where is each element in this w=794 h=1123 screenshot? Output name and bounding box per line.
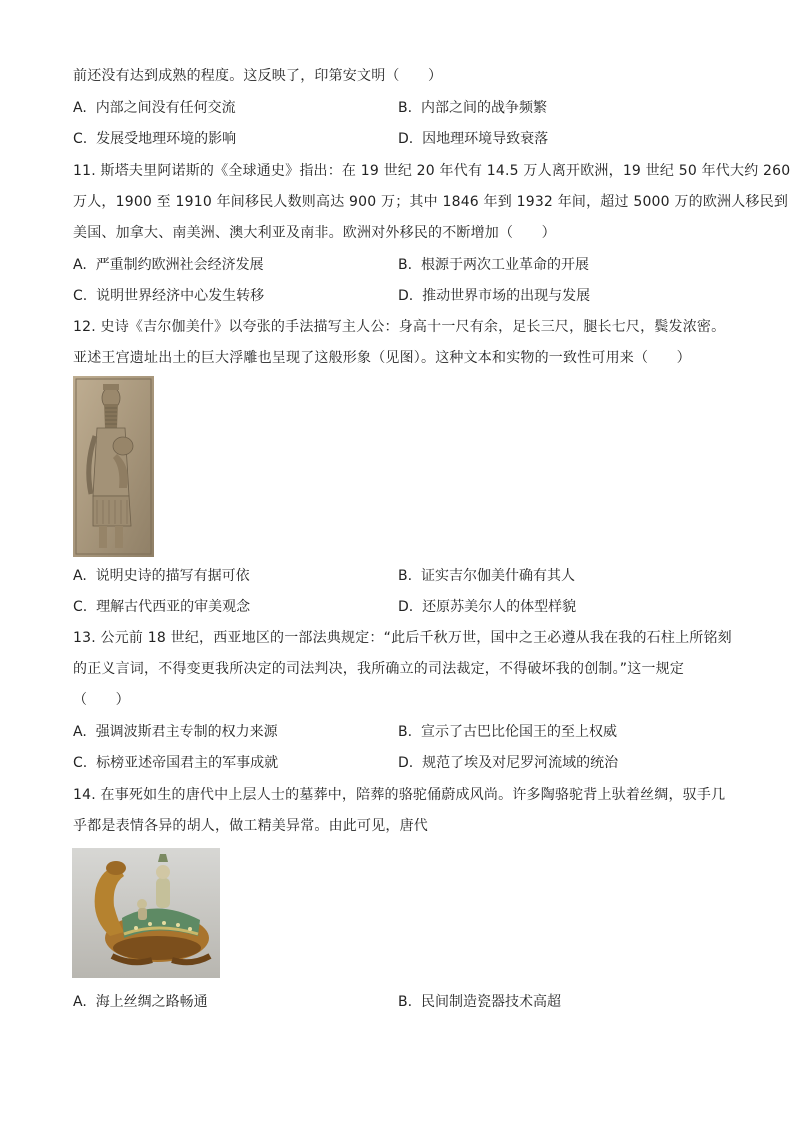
gilgamesh-relief-image bbox=[73, 376, 154, 557]
camel-illustration bbox=[72, 848, 220, 978]
tang-camel-figurine-image bbox=[72, 848, 220, 978]
q13-option-d[interactable]: D. 规范了埃及对尼罗河流域的统治 bbox=[398, 755, 619, 771]
q13-option-b[interactable]: B. 宣示了古巴比伦国王的至上权威 bbox=[398, 724, 617, 740]
q11-option-c[interactable]: C. 说明世界经济中心发生转移 bbox=[73, 288, 265, 304]
q13-stem-line-3: （ ） bbox=[73, 692, 130, 708]
q11-stem-line-1: 11. 斯塔夫里阿诺斯的《全球通史》指出：在 19 世纪 20 年代有 14.5 万人离开欧洲，19 世纪 50 年代大约 260 bbox=[73, 163, 791, 179]
q10-option-c[interactable]: C. 发展受地理环境的影响 bbox=[73, 131, 237, 147]
relief-illustration bbox=[73, 376, 154, 557]
q14-stem-line-2: 乎都是表情各异的胡人，做工精美异常。由此可见，唐代 bbox=[73, 818, 428, 834]
q12-stem-line-1: 12. 史诗《吉尔伽美什》以夸张的手法描写主人公：身高十一尺有余，足长三尺，腿长七尺，鬓发浓密。 bbox=[73, 319, 726, 335]
q13-option-a[interactable]: A. 强调波斯君主专制的权力来源 bbox=[73, 724, 278, 740]
q12-option-c[interactable]: C. 理解古代西亚的审美观念 bbox=[73, 599, 251, 615]
q13-stem-line-1: 13. 公元前 18 世纪，西亚地区的一部法典规定：“此后千秋万世，国中之王必遵从我在我的石柱上所铭刻 bbox=[73, 630, 732, 646]
q11-option-a[interactable]: A. 严重制约欧洲社会经济发展 bbox=[73, 257, 264, 273]
q10-option-d[interactable]: D. 因地理环境导致衰落 bbox=[398, 131, 549, 147]
q10-option-b[interactable]: B. 内部之间的战争频繁 bbox=[398, 100, 547, 116]
q12-stem-line-2: 亚述王宫遗址出土的巨大浮雕也呈现了这般形象（见图）。这种文本和实物的一致性可用来（ ） bbox=[73, 350, 691, 366]
q13-stem-line-2: 的正义言词，不得变更我所决定的司法判决，我所确立的司法裁定，不得破坏我的创制。”这一规定 bbox=[73, 661, 685, 677]
q14-option-a[interactable]: A. 海上丝绸之路畅通 bbox=[73, 994, 208, 1010]
q11-option-b[interactable]: B. 根源于两次工业革命的开展 bbox=[398, 257, 589, 273]
q11-stem-line-3: 美国、加拿大、南美洲、澳大利亚及南非。欧洲对外移民的不断增加（ ） bbox=[73, 225, 556, 241]
q12-option-d[interactable]: D. 还原苏美尔人的体型样貌 bbox=[398, 599, 577, 615]
q10-stem-tail: 前还没有达到成熟的程度。这反映了，印第安文明（ ） bbox=[73, 68, 443, 84]
q14-stem-line-1: 14. 在事死如生的唐代中上层人士的墓葬中，陪葬的骆驼俑蔚成风尚。许多陶骆驼背上驮着丝绸，驭手几 bbox=[73, 787, 726, 803]
q10-option-a[interactable]: A. 内部之间没有任何交流 bbox=[73, 100, 236, 116]
q14-option-b[interactable]: B. 民间制造瓷器技术高超 bbox=[398, 994, 561, 1010]
q12-option-a[interactable]: A. 说明史诗的描写有据可依 bbox=[73, 568, 250, 584]
q13-option-c[interactable]: C. 标榜亚述帝国君主的军事成就 bbox=[73, 755, 279, 771]
q11-option-d[interactable]: D. 推动世界市场的出现与发展 bbox=[398, 288, 591, 304]
q11-stem-line-2: 万人，1900 至 1910 年间移民人数则高达 900 万；其中 1846 年到 1932 年间，超过 5000 万的欧洲人移民到 bbox=[73, 194, 789, 210]
q12-option-b[interactable]: B. 证实吉尔伽美什确有其人 bbox=[398, 568, 575, 584]
